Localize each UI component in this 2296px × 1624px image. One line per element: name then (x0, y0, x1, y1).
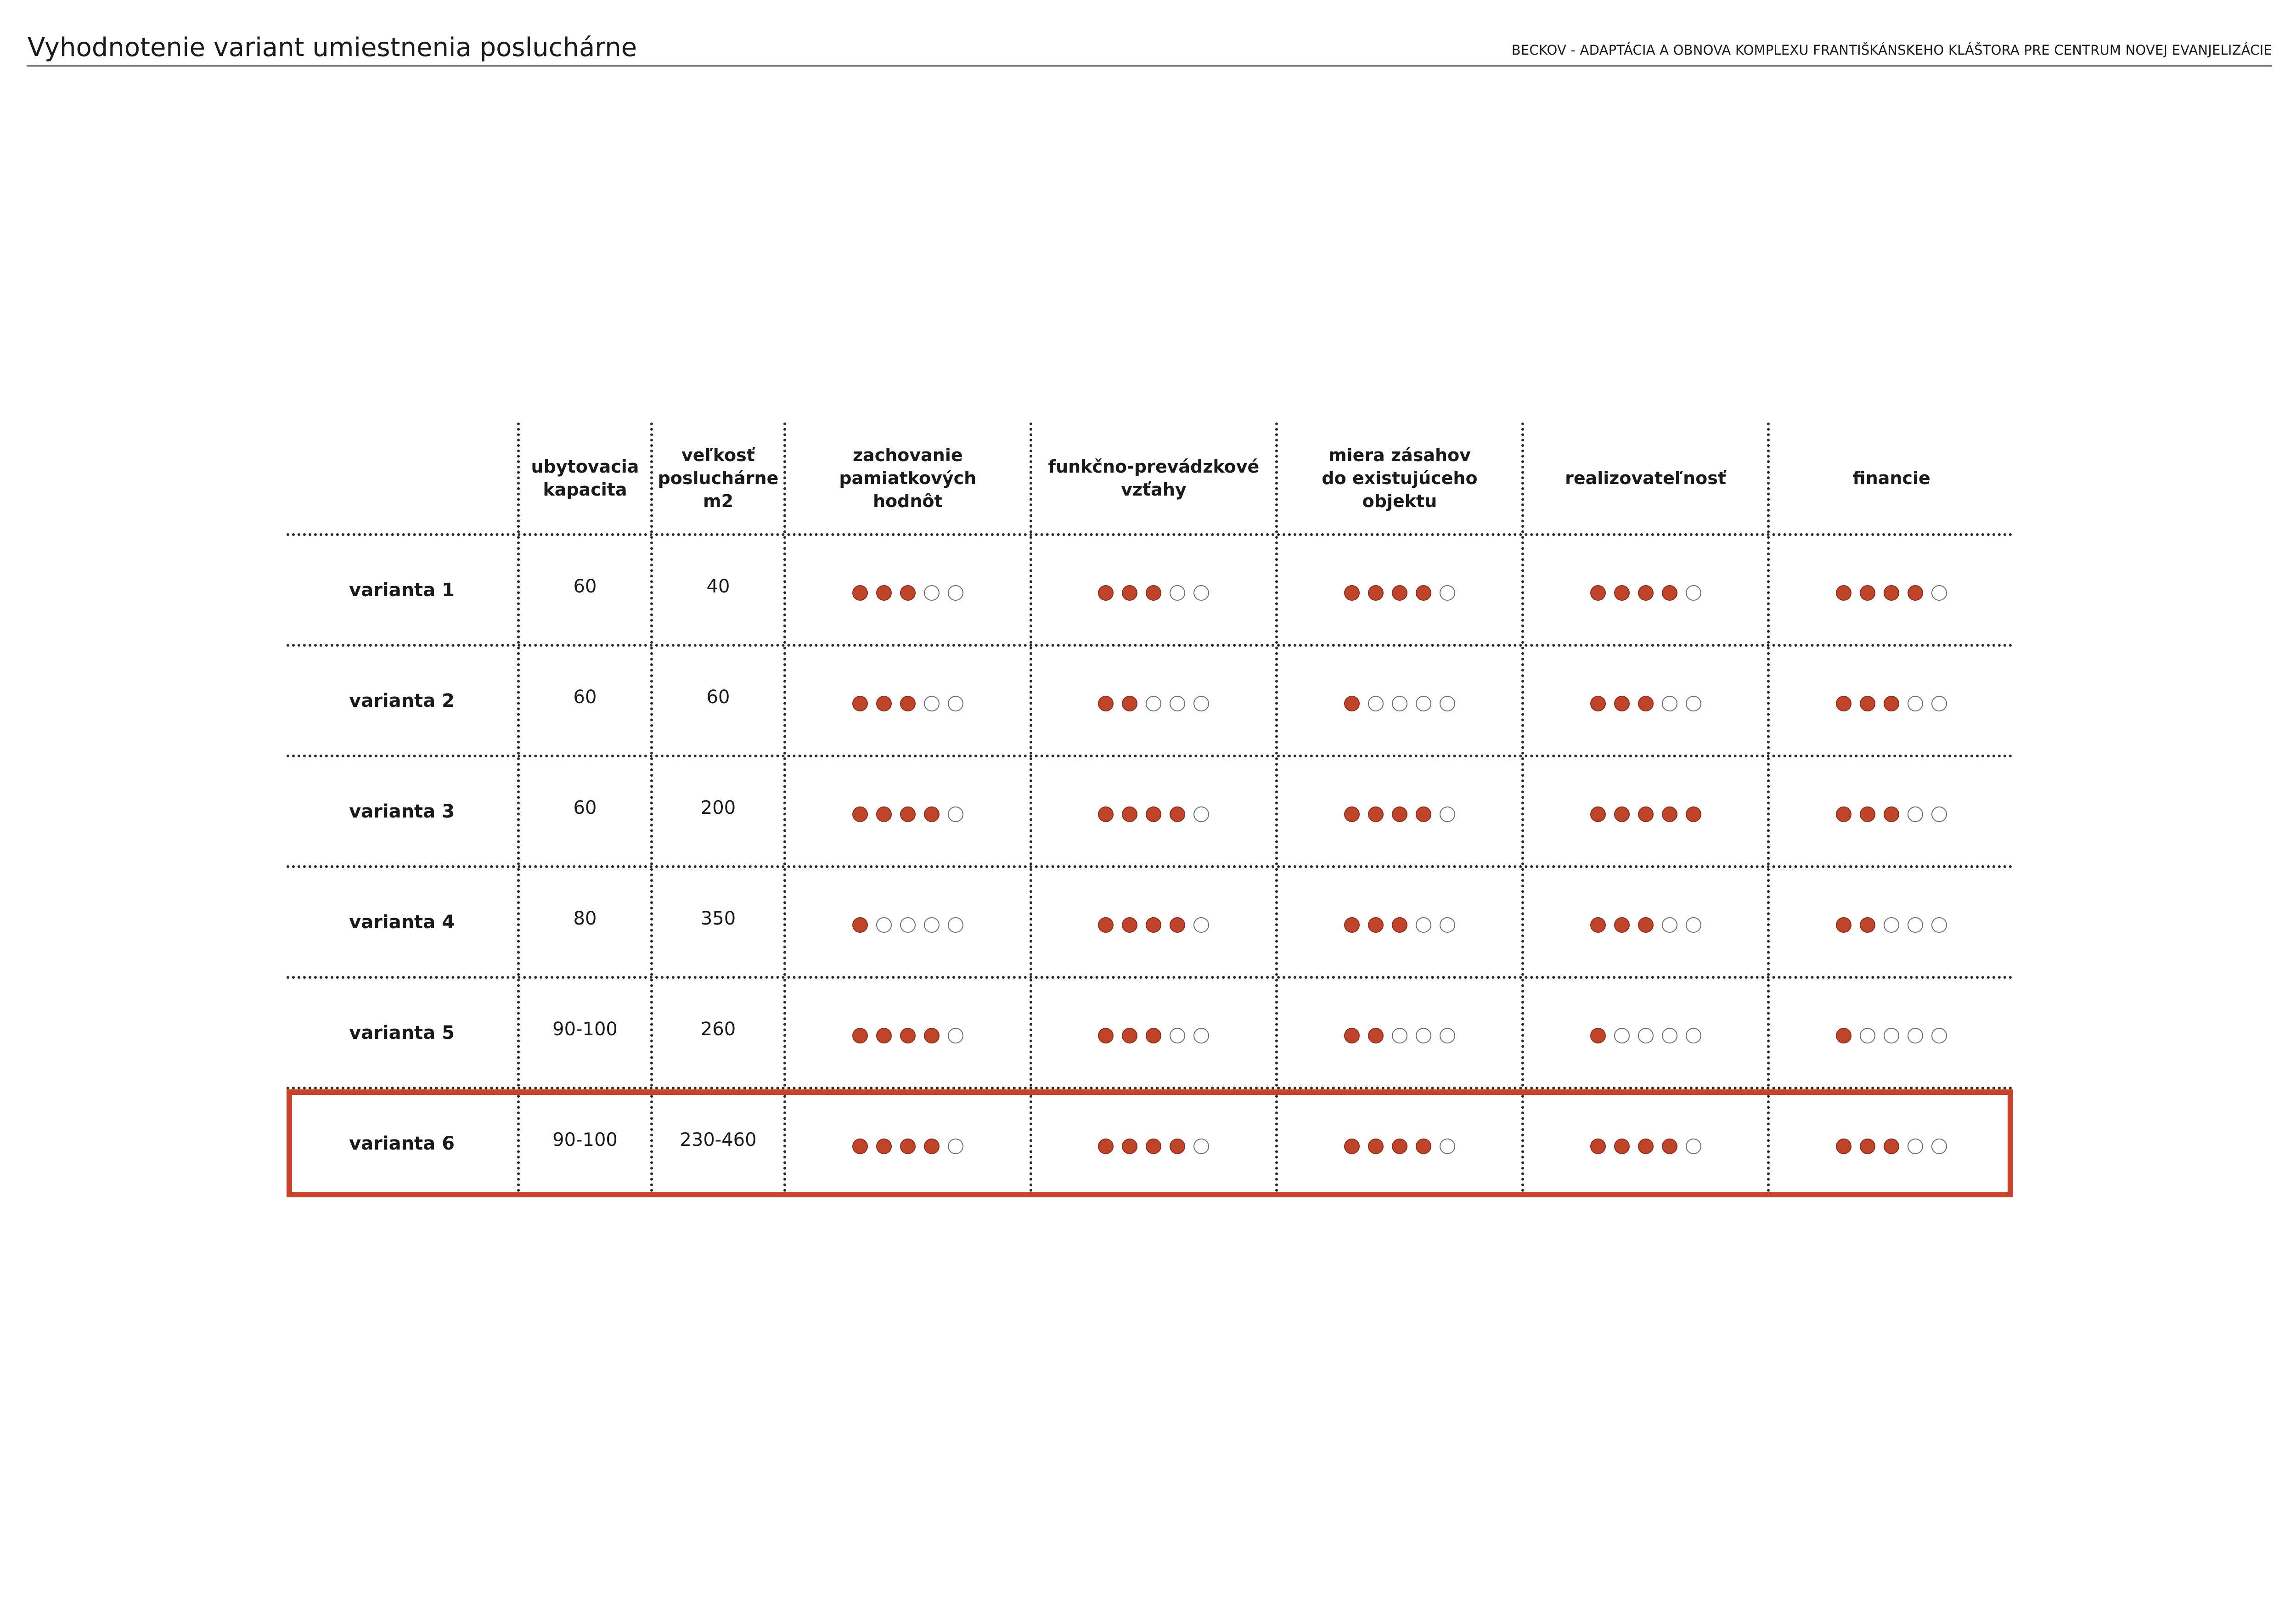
filled-dot-icon (876, 1028, 892, 1043)
filled-dot-icon (1638, 1139, 1654, 1154)
rating-cell-finance (1767, 1089, 2013, 1197)
variant-name: varianta 3 (349, 801, 455, 822)
rating-cell-heritage (783, 757, 1030, 865)
filled-dot-icon (1638, 585, 1654, 601)
size-cell (650, 979, 783, 1087)
empty-dot-icon (1193, 585, 1209, 601)
empty-dot-icon (948, 585, 963, 601)
empty-dot-icon (1638, 1028, 1654, 1043)
filled-dot-icon (1860, 696, 1875, 711)
empty-dot-icon (1662, 696, 1677, 711)
empty-dot-icon (1193, 696, 1209, 711)
rating-dots (1836, 1139, 1947, 1154)
rating-cell-intervention-extent (1275, 1089, 1521, 1197)
filled-dot-icon (1098, 806, 1114, 822)
filled-dot-icon (1344, 585, 1360, 601)
rating-dots (1344, 917, 1455, 933)
empty-dot-icon (1440, 1028, 1455, 1043)
filled-dot-icon (1638, 917, 1654, 933)
filled-dot-icon (1662, 1139, 1677, 1154)
rating-cell-functional-relations (1030, 868, 1276, 976)
capacity-cell (517, 979, 650, 1087)
rating-cell-heritage (783, 536, 1030, 644)
capacity-value: 60 (573, 797, 597, 818)
filled-dot-icon (900, 696, 916, 711)
rating-dots (1344, 806, 1455, 822)
empty-dot-icon (1170, 1028, 1185, 1043)
table-row (287, 1087, 2013, 1197)
filled-dot-icon (1344, 1028, 1360, 1043)
size-cell (650, 757, 783, 865)
variant-name: varianta 2 (349, 690, 455, 711)
filled-dot-icon (1098, 696, 1114, 711)
filled-dot-icon (1416, 806, 1431, 822)
rating-cell-finance (1767, 757, 2013, 865)
filled-dot-icon (1146, 585, 1161, 601)
size-cell (650, 647, 783, 755)
header-cell-capacity: ubytovacia kapacita (517, 423, 650, 533)
rating-cell-intervention-extent (1275, 979, 1521, 1087)
filled-dot-icon (1344, 806, 1360, 822)
variant-name: varianta 6 (349, 1133, 455, 1154)
filled-dot-icon (1638, 806, 1654, 822)
rating-dots (1836, 696, 1947, 711)
filled-dot-icon (924, 806, 940, 822)
filled-dot-icon (852, 1028, 868, 1043)
rating-cell-functional-relations (1030, 757, 1276, 865)
rating-cell-intervention-extent (1275, 868, 1521, 976)
empty-dot-icon (948, 806, 963, 822)
header-cell-empty (287, 423, 517, 533)
size-value: 60 (706, 686, 730, 708)
filled-dot-icon (1170, 1139, 1185, 1154)
empty-dot-icon (1614, 1028, 1630, 1043)
capacity-value: 60 (573, 575, 597, 597)
filled-dot-icon (852, 585, 868, 601)
empty-dot-icon (1931, 585, 1947, 601)
empty-dot-icon (1392, 696, 1407, 711)
empty-dot-icon (1908, 1028, 1923, 1043)
table-row (287, 644, 2013, 755)
rating-cell-intervention-extent (1275, 536, 1521, 644)
empty-dot-icon (1193, 1028, 1209, 1043)
header-cell-intervention-extent: miera zásahov do existujúceho objektu (1275, 423, 1521, 533)
filled-dot-icon (1614, 585, 1630, 601)
rating-cell-heritage (783, 647, 1030, 755)
empty-dot-icon (1908, 917, 1923, 933)
capacity-value: 80 (573, 908, 597, 929)
empty-dot-icon (948, 1028, 963, 1043)
filled-dot-icon (1122, 917, 1137, 933)
filled-dot-icon (852, 1139, 868, 1154)
filled-dot-icon (1662, 806, 1677, 822)
empty-dot-icon (1686, 1139, 1701, 1154)
empty-dot-icon (1908, 696, 1923, 711)
empty-dot-icon (1193, 1139, 1209, 1154)
empty-dot-icon (1686, 696, 1701, 711)
empty-dot-icon (1416, 696, 1431, 711)
filled-dot-icon (876, 585, 892, 601)
capacity-value: 60 (573, 686, 597, 708)
page-title: Vyhodnotenie variant umiestnenia posluchárne (28, 33, 637, 62)
filled-dot-icon (1416, 1139, 1431, 1154)
rating-dots (1098, 917, 1209, 933)
empty-dot-icon (1440, 585, 1455, 601)
filled-dot-icon (900, 1139, 916, 1154)
rating-dots (852, 1139, 963, 1154)
size-cell (650, 536, 783, 644)
rating-dots (852, 806, 963, 822)
rating-cell-intervention-extent (1275, 757, 1521, 865)
header-cell-size: veľkosť posluchárne m2 (650, 423, 783, 533)
filled-dot-icon (1098, 585, 1114, 601)
filled-dot-icon (1836, 1139, 1851, 1154)
project-title: BECKOV - ADAPTÁCIA A OBNOVA KOMPLEXU FRANTIŠKÁNSKEHO KLÁŠTORA PRE CENTRUM NOVEJ EVANJELIZÁCIE (1511, 42, 2272, 58)
header-cell-functional-relations: funkčno-prevádzkové vzťahy (1030, 423, 1276, 533)
filled-dot-icon (1368, 1028, 1384, 1043)
rating-dots (852, 696, 963, 711)
rating-cell-finance (1767, 536, 2013, 644)
filled-dot-icon (1098, 1139, 1114, 1154)
rating-dots (1590, 917, 1701, 933)
size-value: 200 (700, 797, 736, 818)
size-value: 40 (706, 575, 730, 597)
rating-cell-functional-relations (1030, 536, 1276, 644)
empty-dot-icon (900, 917, 916, 933)
rating-dots (1344, 696, 1455, 711)
empty-dot-icon (948, 696, 963, 711)
filled-dot-icon (1860, 585, 1875, 601)
filled-dot-icon (1122, 1028, 1137, 1043)
filled-dot-icon (1686, 806, 1701, 822)
filled-dot-icon (1122, 806, 1137, 822)
empty-dot-icon (924, 696, 940, 711)
header-cell-feasibility: realizovateľnosť (1521, 423, 1767, 533)
filled-dot-icon (1884, 585, 1899, 601)
empty-dot-icon (948, 1139, 963, 1154)
filled-dot-icon (1098, 917, 1114, 933)
filled-dot-icon (852, 696, 868, 711)
capacity-cell (517, 536, 650, 644)
filled-dot-icon (1638, 696, 1654, 711)
empty-dot-icon (1440, 917, 1455, 933)
empty-dot-icon (1392, 1028, 1407, 1043)
rating-dots (852, 1028, 963, 1043)
rating-cell-feasibility (1521, 647, 1767, 755)
variant-name: varianta 1 (349, 579, 455, 601)
size-value: 230-460 (680, 1129, 757, 1150)
capacity-value: 90-100 (552, 1129, 618, 1150)
rating-dots (1590, 585, 1701, 601)
empty-dot-icon (1686, 585, 1701, 601)
rating-cell-heritage (783, 868, 1030, 976)
filled-dot-icon (1392, 806, 1407, 822)
empty-dot-icon (1931, 1028, 1947, 1043)
empty-dot-icon (1931, 696, 1947, 711)
rating-dots (1344, 585, 1455, 601)
rating-dots (1590, 806, 1701, 822)
rating-cell-feasibility (1521, 1089, 1767, 1197)
filled-dot-icon (1368, 806, 1384, 822)
empty-dot-icon (1146, 696, 1161, 711)
filled-dot-icon (1146, 806, 1161, 822)
filled-dot-icon (1392, 917, 1407, 933)
rating-cell-feasibility (1521, 979, 1767, 1087)
rating-dots (1590, 696, 1701, 711)
filled-dot-icon (1884, 806, 1899, 822)
filled-dot-icon (1590, 696, 1606, 711)
filled-dot-icon (1614, 806, 1630, 822)
filled-dot-icon (1392, 585, 1407, 601)
empty-dot-icon (1440, 806, 1455, 822)
filled-dot-icon (1908, 585, 1923, 601)
filled-dot-icon (1170, 806, 1185, 822)
filled-dot-icon (1146, 1028, 1161, 1043)
rating-dots (1836, 917, 1947, 933)
empty-dot-icon (1860, 1028, 1875, 1043)
variant-name: varianta 5 (349, 1022, 455, 1043)
filled-dot-icon (1860, 806, 1875, 822)
filled-dot-icon (1662, 585, 1677, 601)
header-cell-finance: financie (1767, 423, 2013, 533)
empty-dot-icon (1416, 1028, 1431, 1043)
empty-dot-icon (1170, 585, 1185, 601)
table-row (287, 865, 2013, 976)
rating-dots (1098, 806, 1209, 822)
filled-dot-icon (900, 585, 916, 601)
size-cell (650, 868, 783, 976)
filled-dot-icon (1368, 585, 1384, 601)
empty-dot-icon (1686, 1028, 1701, 1043)
filled-dot-icon (876, 806, 892, 822)
empty-dot-icon (1686, 917, 1701, 933)
filled-dot-icon (900, 806, 916, 822)
rating-dots (1098, 1028, 1209, 1043)
filled-dot-icon (1416, 585, 1431, 601)
rating-dots (1344, 1139, 1455, 1154)
rating-dots (1836, 806, 1947, 822)
rating-cell-functional-relations (1030, 979, 1276, 1087)
filled-dot-icon (1614, 917, 1630, 933)
table-row (287, 976, 2013, 1087)
empty-dot-icon (1662, 1028, 1677, 1043)
rating-dots (1344, 1028, 1455, 1043)
filled-dot-icon (924, 1028, 940, 1043)
empty-dot-icon (1931, 917, 1947, 933)
empty-dot-icon (1416, 917, 1431, 933)
rating-dots (852, 917, 963, 933)
capacity-cell (517, 757, 650, 865)
filled-dot-icon (876, 1139, 892, 1154)
header-cell-heritage: zachovanie pamiatkových hodnôt (783, 423, 1030, 533)
filled-dot-icon (1884, 696, 1899, 711)
filled-dot-icon (1614, 1139, 1630, 1154)
rating-dots (1836, 585, 1947, 601)
evaluation-table (287, 423, 2013, 1197)
rating-dots (1098, 585, 1209, 601)
filled-dot-icon (852, 917, 868, 933)
filled-dot-icon (1170, 917, 1185, 933)
filled-dot-icon (1368, 1139, 1384, 1154)
rating-cell-finance (1767, 979, 2013, 1087)
empty-dot-icon (1931, 806, 1947, 822)
empty-dot-icon (1931, 1139, 1947, 1154)
rating-cell-finance (1767, 868, 2013, 976)
rating-cell-feasibility (1521, 536, 1767, 644)
empty-dot-icon (924, 917, 940, 933)
filled-dot-icon (1836, 806, 1851, 822)
rating-cell-feasibility (1521, 868, 1767, 976)
rating-dots (1590, 1028, 1701, 1043)
empty-dot-icon (948, 917, 963, 933)
filled-dot-icon (876, 696, 892, 711)
variant-name: varianta 4 (349, 911, 455, 933)
rating-dots (852, 585, 963, 601)
size-value: 260 (700, 1018, 736, 1040)
filled-dot-icon (1392, 1139, 1407, 1154)
empty-dot-icon (924, 585, 940, 601)
rating-cell-intervention-extent (1275, 647, 1521, 755)
filled-dot-icon (1344, 1139, 1360, 1154)
empty-dot-icon (1884, 1028, 1899, 1043)
filled-dot-icon (852, 806, 868, 822)
table-row (287, 533, 2013, 644)
filled-dot-icon (1344, 917, 1360, 933)
filled-dot-icon (1836, 585, 1851, 601)
rating-cell-heritage (783, 1089, 1030, 1197)
filled-dot-icon (1122, 696, 1137, 711)
rating-dots (1098, 696, 1209, 711)
table-row (287, 755, 2013, 865)
filled-dot-icon (1590, 1028, 1606, 1043)
empty-dot-icon (1193, 917, 1209, 933)
capacity-cell (517, 1089, 650, 1197)
filled-dot-icon (1836, 1028, 1851, 1043)
filled-dot-icon (1590, 806, 1606, 822)
filled-dot-icon (1884, 1139, 1899, 1154)
rating-dots (1590, 1139, 1701, 1154)
filled-dot-icon (900, 1028, 916, 1043)
empty-dot-icon (1368, 696, 1384, 711)
empty-dot-icon (1908, 806, 1923, 822)
empty-dot-icon (1662, 917, 1677, 933)
page-header (27, 27, 2272, 67)
size-cell (650, 1089, 783, 1197)
rating-cell-feasibility (1521, 757, 1767, 865)
filled-dot-icon (1368, 917, 1384, 933)
filled-dot-icon (1590, 1139, 1606, 1154)
empty-dot-icon (1908, 1139, 1923, 1154)
capacity-value: 90-100 (552, 1018, 618, 1040)
filled-dot-icon (1146, 1139, 1161, 1154)
filled-dot-icon (1836, 917, 1851, 933)
filled-dot-icon (1146, 917, 1161, 933)
rating-cell-functional-relations (1030, 1089, 1276, 1197)
rating-dots (1098, 1139, 1209, 1154)
size-value: 350 (700, 908, 736, 929)
filled-dot-icon (1836, 696, 1851, 711)
empty-dot-icon (1440, 1139, 1455, 1154)
filled-dot-icon (1860, 917, 1875, 933)
filled-dot-icon (1614, 696, 1630, 711)
rating-cell-finance (1767, 647, 2013, 755)
empty-dot-icon (1170, 696, 1185, 711)
rating-cell-functional-relations (1030, 647, 1276, 755)
table-header-row (287, 423, 2013, 533)
filled-dot-icon (1122, 1139, 1137, 1154)
capacity-cell (517, 868, 650, 976)
filled-dot-icon (924, 1139, 940, 1154)
empty-dot-icon (1884, 917, 1899, 933)
filled-dot-icon (1098, 1028, 1114, 1043)
filled-dot-icon (1344, 696, 1360, 711)
filled-dot-icon (1122, 585, 1137, 601)
filled-dot-icon (1590, 585, 1606, 601)
rating-cell-heritage (783, 979, 1030, 1087)
empty-dot-icon (1440, 696, 1455, 711)
filled-dot-icon (1590, 917, 1606, 933)
rating-dots (1836, 1028, 1947, 1043)
empty-dot-icon (1193, 806, 1209, 822)
filled-dot-icon (1860, 1139, 1875, 1154)
empty-dot-icon (876, 917, 892, 933)
capacity-cell (517, 647, 650, 755)
